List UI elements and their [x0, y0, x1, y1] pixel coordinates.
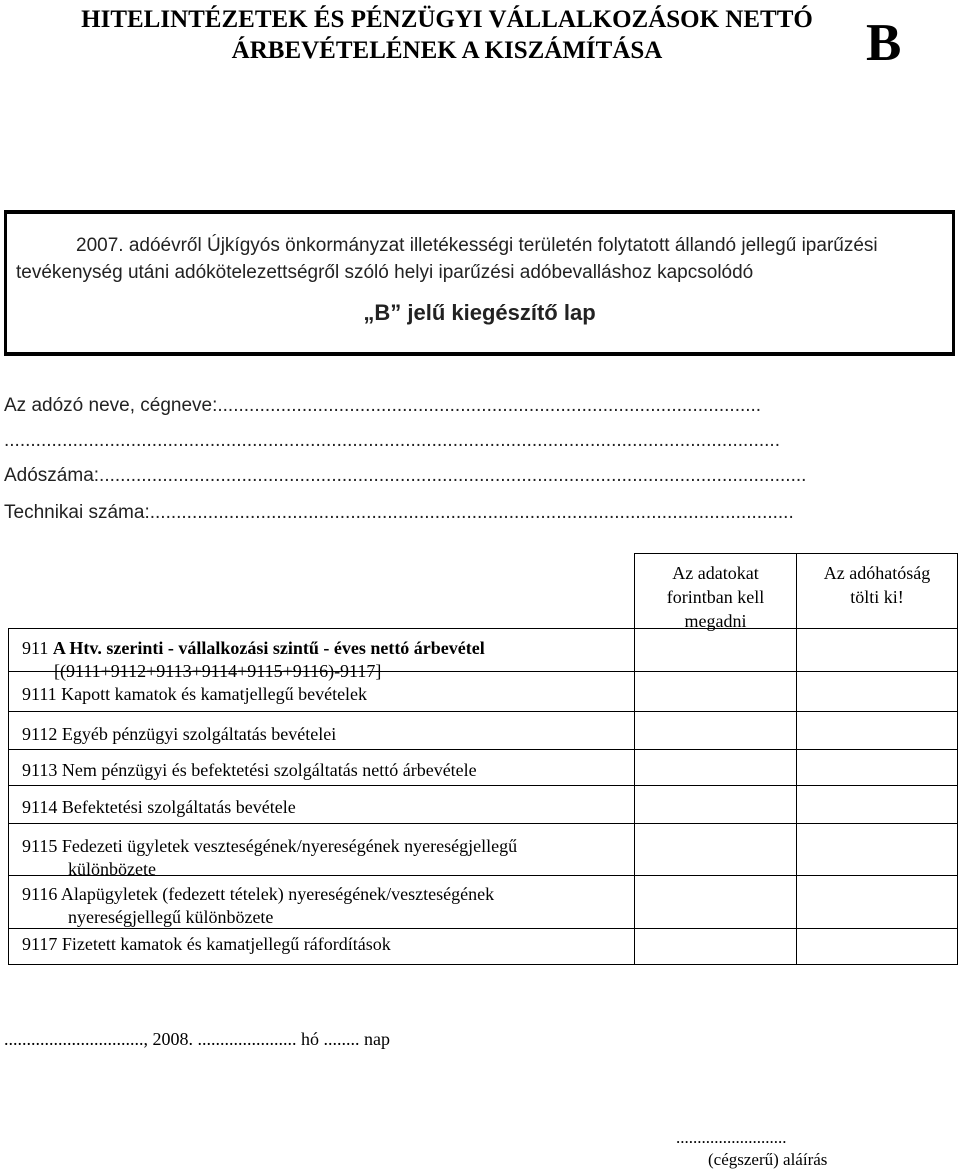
- intro-line1: 2007. adóévről Újkígyós önkormányzat illetékességi területén folytatott állandó jellegű iparűzési: [76, 235, 878, 256]
- calculation-table: [8, 553, 958, 965]
- amount-cell-9111[interactable]: [635, 672, 796, 711]
- authority-header-line2: tölti ki!: [850, 587, 904, 607]
- signature-line[interactable]: ..........................: [676, 1128, 787, 1147]
- authority-column-header: [797, 561, 957, 609]
- taxpayer-name-continuation[interactable]: ...................................................................................................................................................: [4, 430, 780, 451]
- row-9116-label: [22, 883, 494, 929]
- amount-header-line2: forintban kell: [666, 587, 765, 607]
- row-9117-label: [22, 933, 391, 956]
- row-9117-text: 9117 Fizetett kamatok és kamatjellegű ráfordítások: [22, 934, 391, 954]
- taxpayer-name-field[interactable]: Az adózó neve, cégneve:.......................................................................................................: [4, 395, 762, 416]
- row-9114-label: [22, 796, 296, 819]
- amount-cell-911[interactable]: [635, 629, 796, 671]
- row-911-label: [22, 637, 485, 683]
- row-911-formula: [(9111+9112+9113+9114+9115+9116)-9117]: [54, 661, 382, 681]
- row-9111-text: 9111 Kapott kamatok és kamatjellegű bevételek: [22, 684, 368, 704]
- document-title-line2: ÁRBEVÉTELÉNEK A KISZÁMÍTÁSA: [231, 37, 663, 64]
- amount-cell-9112[interactable]: [635, 712, 796, 749]
- row-9115-text: 9115 Fedezeti ügyletek veszteségének/nyereségének nyereségjellegű: [22, 836, 518, 856]
- intro-line2: tevékenység utáni adókötelezettségről szóló helyi iparűzési adóbevalláshoz kapcsolódó: [16, 262, 754, 283]
- amount-cell-9114[interactable]: [635, 786, 796, 823]
- row-9116-text-cont: nyereségjellegű különbözete: [68, 907, 274, 927]
- row-911-code: 911: [22, 638, 49, 658]
- row-9115-text-cont: különbözete: [68, 859, 156, 879]
- form-letter: B: [866, 14, 902, 72]
- row-9111-label: [22, 683, 367, 706]
- amount-cell-9117[interactable]: [635, 929, 796, 964]
- amount-column-header: [635, 561, 796, 633]
- row-9112-label: [22, 723, 336, 746]
- technical-number-field[interactable]: Technikai száma:..........................................................................................................................: [4, 502, 794, 523]
- amount-header-line1: Az adatokat: [672, 563, 759, 583]
- amount-cell-9115[interactable]: [635, 824, 796, 875]
- signature-label: (cégszerű) aláírás: [708, 1150, 828, 1169]
- row-9114-text: 9114 Befektetési szolgáltatás bevétele: [22, 797, 296, 817]
- authority-header-line1: Az adóhatóság: [823, 563, 931, 583]
- row-9113-label: [22, 759, 477, 782]
- amount-cell-9113[interactable]: [635, 750, 796, 785]
- sheet-title: „B” jelű kiegészítő lap: [363, 300, 596, 325]
- tax-number-field[interactable]: Adószáma:......................................................................................................................................: [4, 465, 807, 486]
- row-9116-text: 9116 Alapügyletek (fedezett tételek) nyereségének/veszteségének: [22, 884, 495, 904]
- date-line[interactable]: ..............................., 2008. ...................... hó ........ nap: [4, 1029, 390, 1049]
- row-911-title: A Htv. szerinti - vállalkozási szintű - éves nettó árbevétel: [52, 638, 485, 658]
- row-9112-text: 9112 Egyéb pénzügyi szolgáltatás bevételei: [22, 724, 337, 744]
- row-9113-text: 9113 Nem pénzügyi és befektetési szolgáltatás nettó árbevétele: [22, 760, 477, 780]
- intro-box: [4, 210, 955, 356]
- intro-text: [16, 232, 937, 286]
- document-title-line1: HITELINTÉZETEK ÉS PÉNZÜGYI VÁLLALKOZÁSOK NETTÓ: [81, 6, 813, 33]
- row-9115-label: [22, 835, 517, 881]
- document-title: [52, 4, 842, 66]
- amount-header-line3: megadni: [684, 611, 747, 631]
- amount-cell-9116[interactable]: [635, 876, 796, 928]
